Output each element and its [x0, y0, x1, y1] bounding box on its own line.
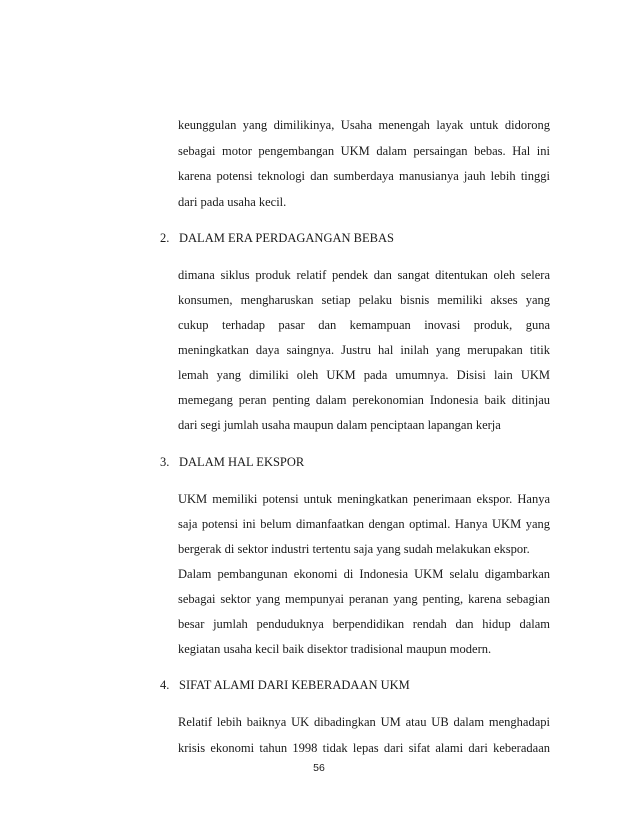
section-2-line-7: dari segi jumlah usaha maupun dalam penciptaan lapangan kerja [178, 418, 501, 432]
section-2-number: 2. [160, 231, 170, 245]
section-3-title: DALAM HAL EKSPOR [179, 455, 305, 469]
section-3-line-6: besar jumlah penduduknya berpendidikan rendah dan hidup dalam [178, 617, 550, 631]
section-4-title: SIFAT ALAMI DARI KEBERADAAN UKM [179, 678, 410, 692]
section-2-line-1: dimana siklus produk relatif pendek dan sangat ditentukan oleh selera [178, 268, 550, 282]
section-4-line-2: krisis ekonomi tahun 1998 tidak lepas dari sifat alami dari keberadaan [178, 741, 550, 755]
intro-line-2: sebagai motor pengembangan UKM dalam persaingan bebas. Hal ini [178, 144, 550, 158]
intro-line-4: dari pada usaha kecil. [178, 195, 287, 209]
section-3-line-2: saja potensi ini belum dimanfaatkan dengan optimal. Hanya UKM yang [178, 517, 550, 531]
section-3-line-7: kegiatan usaha kecil baik disektor tradisional maupun modern. [178, 642, 492, 656]
section-2-line-4: meningkatkan daya saingnya. Justru hal inilah yang merupakan titik [178, 343, 550, 357]
intro-line-1: keunggulan yang dimilikinya, Usaha menengah layak untuk didorong [178, 118, 550, 132]
section-2-line-3: cukup terhadap pasar dan kemampuan inovasi produk, guna [178, 318, 550, 332]
intro-line-3: karena potensi teknologi dan sumberdaya manusianya jauh lebih tinggi [178, 169, 550, 183]
page-number: 56 [313, 762, 325, 774]
section-3-line-5: sebagai sektor yang mempunyai peranan yang penting, karena sebagian [178, 592, 550, 606]
section-2-line-2: konsumen, mengharuskan setiap pelaku bisnis memiliki akses yang [178, 293, 550, 307]
section-3-heading [160, 454, 304, 470]
section-2-line-6: memegang peran penting dalam perekonomian Indonesia baik ditinjau [178, 393, 550, 407]
section-4-line-1: Relatif lebih baiknya UK dibadingkan UM atau UB dalam menghadapi [178, 715, 550, 729]
section-2-line-5: lemah yang dimiliki oleh UKM pada umumnya. Disisi lain UKM [178, 368, 550, 382]
section-3-line-4: Dalam pembangunan ekonomi di Indonesia UKM selalu digambarkan [178, 567, 550, 581]
section-4-number: 4. [160, 678, 170, 692]
section-3-line-1: UKM memiliki potensi untuk meningkatkan penerimaan ekspor. Hanya [178, 492, 550, 506]
section-2-title: DALAM ERA PERDAGANGAN BEBAS [179, 231, 394, 245]
section-3-number: 3. [160, 455, 170, 469]
section-4-heading [160, 677, 410, 693]
section-3-line-3: bergerak di sektor industri tertentu saja yang sudah melakukan ekspor. [178, 542, 530, 556]
section-2-heading [160, 230, 394, 246]
